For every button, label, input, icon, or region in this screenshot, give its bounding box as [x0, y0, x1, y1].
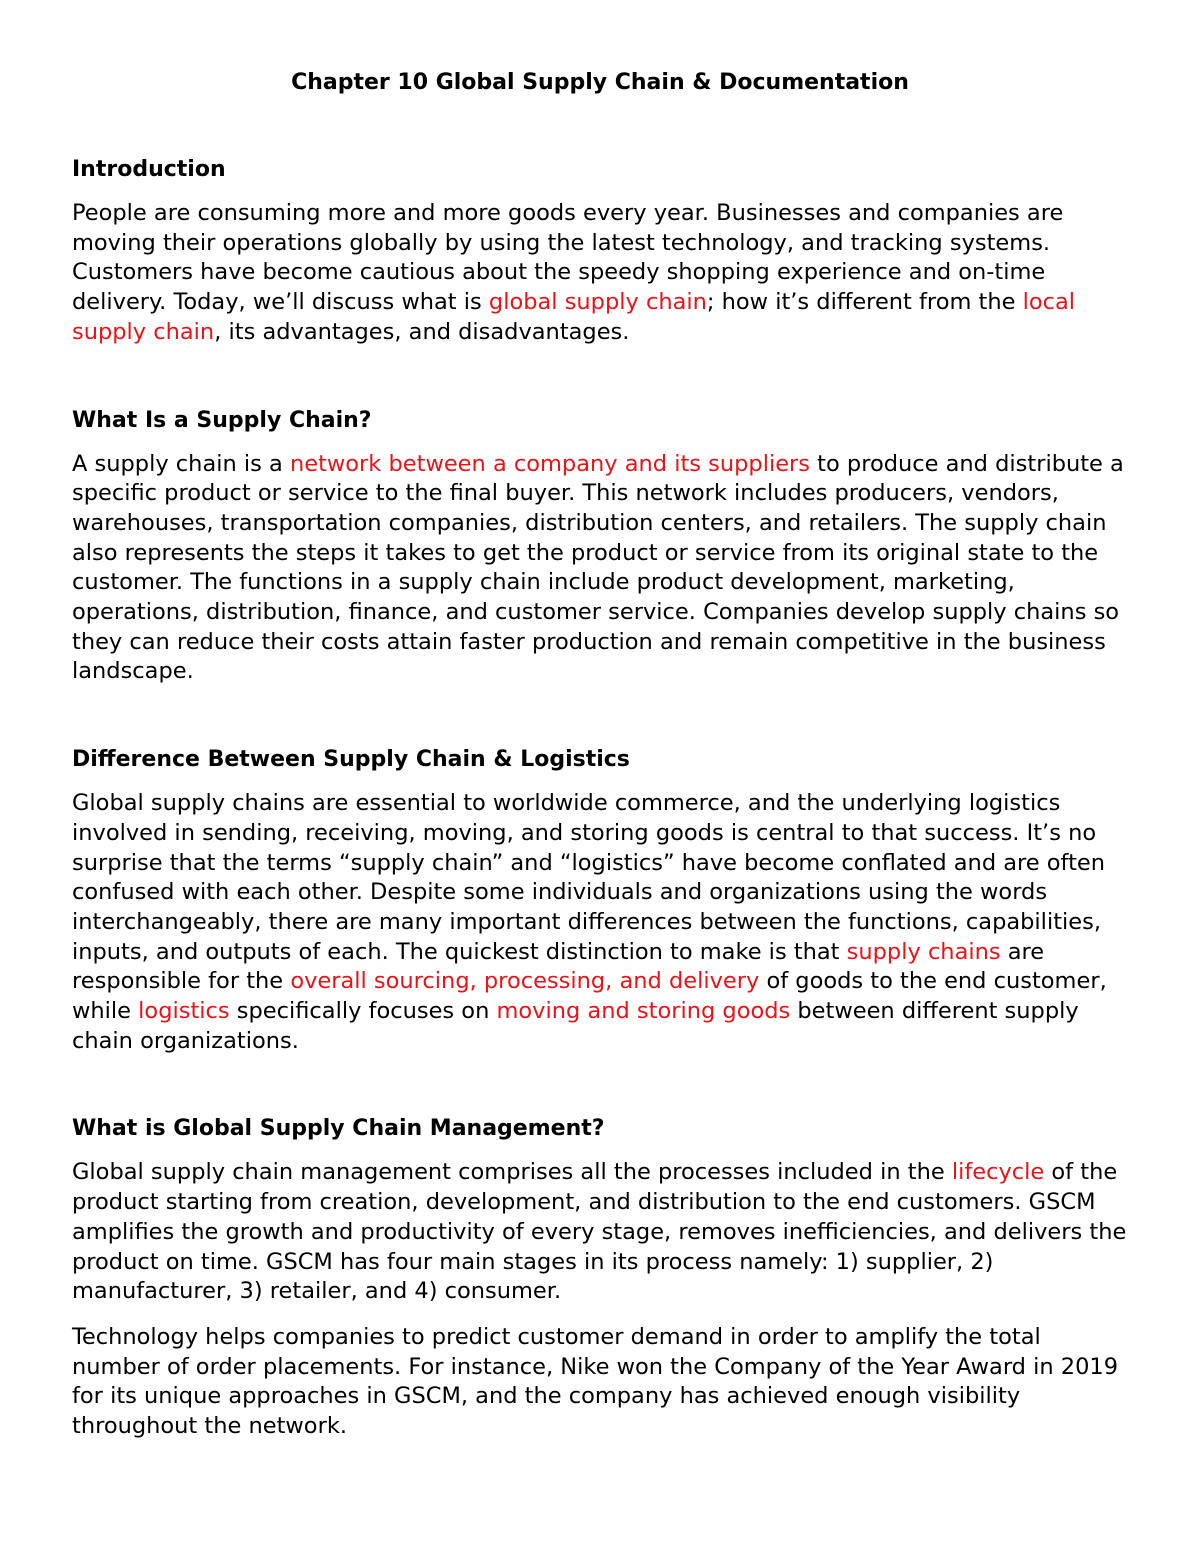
section-paragraph — [72, 1158, 1128, 1307]
section-heading: Difference Between Supply Chain & Logistics — [72, 747, 630, 773]
text-run: specifically focuses on — [229, 998, 497, 1025]
text-run: Global supply chains are essential to worldwide commerce, and the underlying logistics involved in sending, receiving, moving, and storing goods is central to that success. It’s no surprise that the terms “supply chain” and “logistics” have become conflated and are often confused with each other. Despite some individuals and organizations using the words interchangeably, there are many important differences between the functions, capabilities, inputs, and outputs of each. The quickest distinction to make is that — [72, 790, 1106, 965]
highlighted-term: moving and storing goods — [496, 998, 791, 1025]
section-paragraph — [72, 789, 1128, 1056]
section-paragraph: Technology helps companies to predict customer demand in order to amplify the total number of order placements. For instance, Nike won the Company of the Year Award in 2019 for its unique approaches in GSCM, and the company has achieved enough visibility throughout the network. — [72, 1323, 1119, 1440]
section-introduction — [72, 155, 1128, 348]
section-gscm — [72, 1114, 1128, 1441]
highlighted-term: global supply chain — [488, 289, 707, 316]
section-heading: What is Global Supply Chain Management? — [72, 1116, 605, 1142]
section-heading: What Is a Supply Chain? — [72, 407, 372, 433]
text-run: are responsible for the — [72, 938, 1045, 995]
section-paragraph — [72, 450, 1128, 688]
highlighted-term: logistics — [138, 998, 230, 1025]
text-run: Global supply chain management comprises all the processes included in the — [72, 1159, 952, 1186]
highlighted-term: supply chains — [846, 938, 1001, 965]
text-run: to produce and distribute a specific product or service to the final buyer. This network includes producers, vendors, warehouses, transportation companies, distribution centers, and retailers. The supply chain also represents the steps it takes to get the product or service from its original state to the customer. The functions in a supply chain include product development, marketing, operations, distribution, finance, and customer service. Companies develop supply chains so they can reduce their costs attain faster production and remain competitive in the business landscape. — [72, 450, 1124, 685]
section-difference — [72, 745, 1128, 1056]
text-run: ; how it’s different from the — [706, 289, 1023, 316]
highlighted-term: local supply chain — [72, 289, 1076, 345]
text-run: of goods to the end customer, while — [72, 968, 1107, 1025]
text-run: , its advantages, and disadvantages. — [214, 318, 630, 345]
section-spacer — [72, 1056, 1128, 1114]
highlighted-term: lifecycle — [951, 1159, 1045, 1186]
highlighted-term: overall sourcing, processing, and delivery — [290, 968, 760, 995]
section-heading: Introduction — [72, 157, 226, 182]
section-what-is-supply-chain — [72, 406, 1128, 688]
text-run: between different supply chain organizations. — [72, 998, 1079, 1054]
text-run: People are consuming more and more goods every year. Businesses and companies are moving their operations globally by using the latest technology, and tracking systems. Customers have become cautious about the speedy shopping experience and on-time delivery. Today, we’ll discuss what is — [72, 200, 1064, 316]
paragraph-spacer — [72, 1307, 1128, 1323]
section-paragraph — [72, 199, 1128, 348]
section-spacer — [72, 348, 1128, 406]
text-run: of the product starting from creation, development, and distribution to the end customers. GSCM amplifies the growth and productivity of every stage, removes inefficiencies, and delivers the product on time. GSCM has four main stages in its process namely: 1) supplier, 2) manufacturer, 3) retailer, and 4) consumer. — [72, 1159, 1127, 1305]
section-spacer — [72, 687, 1128, 745]
highlighted-term: network between a company and its suppliers — [289, 450, 811, 477]
document-title: Chapter 10 Global Supply Chain & Documentation — [291, 70, 909, 95]
text-run: A supply chain is a — [72, 450, 290, 477]
